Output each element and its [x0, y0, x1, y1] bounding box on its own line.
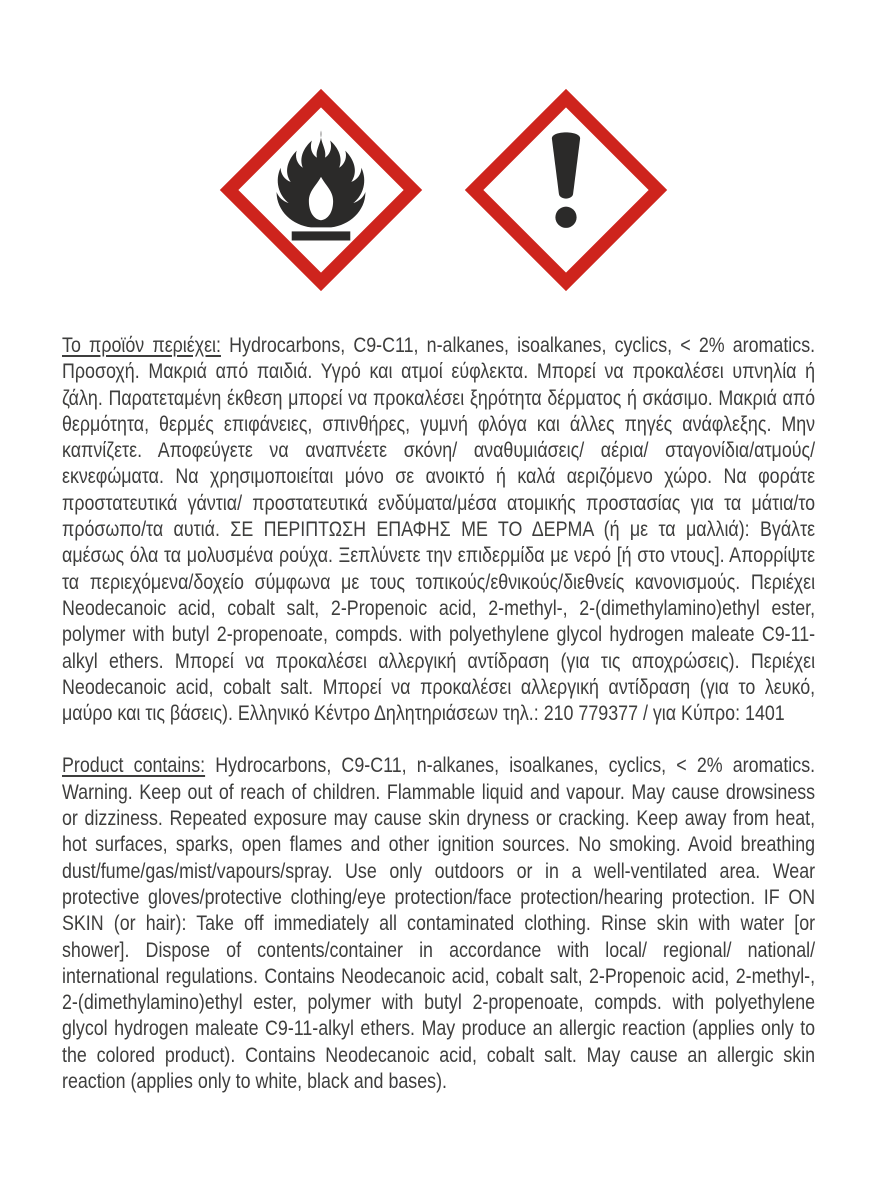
- english-paragraph: [62, 753, 815, 1095]
- greek-lead-in: Το προϊόν περιέχει:: [62, 334, 221, 357]
- english-body-text: Hydrocarbons, C9-C11, n-alkanes, isoalkanes, cyclics, < 2% aromatics. Warning. Keep out of reach of children. Flammable liquid and vapour. May cause drowsiness or dizziness. Repeated exposure may cause skin dryness or cracking. Keep away from heat, hot surfaces, sparks, open flames and other ignition sources. No smoking. Avoid breathing dust/fume/gas/mist/vapours/spray. Use only outdoors or in a well-ventilated area. Wear protective gloves/protective clothing/eye protection/face protection/hearing protection. IF ON SKIN (or hair): Take off immediately all contaminated clothing. Rinse skin with water [or shower]. Dispose of contents/container in accordance with local/ regional/ national/ international regulations. Contains Neodecanoic acid, cobalt salt, 2-Propenoic acid, 2-methyl-, 2-(dimethylamino)ethyl ester, polymer with butyl 2-propenoate, compds. with polyethylene glycol hydrogen maleate C9-11-alkyl ethers. May produce an allergic reaction (applies only to the colored product). Contains Neodecanoic acid, cobalt salt. May cause an allergic skin reaction (applies only to white, black and bases).: [62, 754, 816, 1094]
- exclamation-mark-icon: [464, 88, 668, 292]
- label-text: [62, 333, 815, 1121]
- greek-body-text: Hydrocarbons, C9-C11, n-alkanes, isoalkanes, cyclics, < 2% aromatics. Προσοχή. Μακριά από παιδιά. Υγρό και ατμοί εύφλεκτα. Μπορεί να προκαλέσει υπνηλία ή ζάλη. Παρατεταμένη έκθεση μπορεί να προκαλέσει ξηρότητα δέρματος ή σκάσιμο. Μακριά από θερμότητα, θερμές επιφάνειες, σπινθήρες, γυμνή φλόγα και άλλες πηγές ανάφλεξης. Μην καπνίζετε. Αποφεύγετε να αναπνέετε σκόνη/ αναθυμιάσεις/ αέρια/ σταγονίδια/ατμούς/εκνεφώματα. Να χρησιμοποιείται μόνο σε ανοικτό ή καλά αεριζόμενο χώρο. Να φοράτε προστατευτικά γάντια/ προστατευτικά ενδύματα/μέσα ατομικής προστασίας για τα μάτια/το πρόσωπο/τα αυτιά. ΣΕ ΠΕΡΙΠΤΩΣΗ ΕΠΑΦΗΣ ΜΕ ΤΟ ΔΕΡΜΑ (ή με τα μαλλιά): Βγάλτε αμέσως όλα τα μολυσμένα ρούχα. Ξεπλύνετε την επιδερμίδα με νερό [ή στο ντους]. Απορρίψτε τα περιεχόμενα/δοχείο σύμφωνα με τους τοπικούς/εθνικούς/διεθνείς κανονισμούς. Περιέχει Neodecanoic acid, cobalt salt, 2-Propenoic acid, 2-methyl-, 2-(dimethylamino)ethyl ester, polymer with butyl 2-propenoate, compds. with polyethylene glycol hydrogen maleate C9-11-alkyl ethers. Μπορεί να προκαλέσει αλλεργική αντίδραση (για τις αποχρώσεις). Περιέχει Neodecanoic acid, cobalt salt. Μπορεί να προκαλέσει αλλεργική αντίδραση (για το λευκό, μαύρο και τις βάσεις). Ελληνικό Κέντρο Δηλητηριάσεων τηλ.: 210 779377 / για Κύπρο: 1401: [62, 334, 816, 726]
- flame-base-bar: [292, 231, 351, 240]
- english-lead-in: Product contains:: [62, 754, 206, 778]
- hazard-pictograms: [0, 88, 871, 296]
- greek-paragraph: [62, 333, 815, 727]
- exclamation-dot: [555, 207, 576, 228]
- flame-icon: [219, 88, 423, 292]
- pictogram-diamond-border: [229, 98, 413, 282]
